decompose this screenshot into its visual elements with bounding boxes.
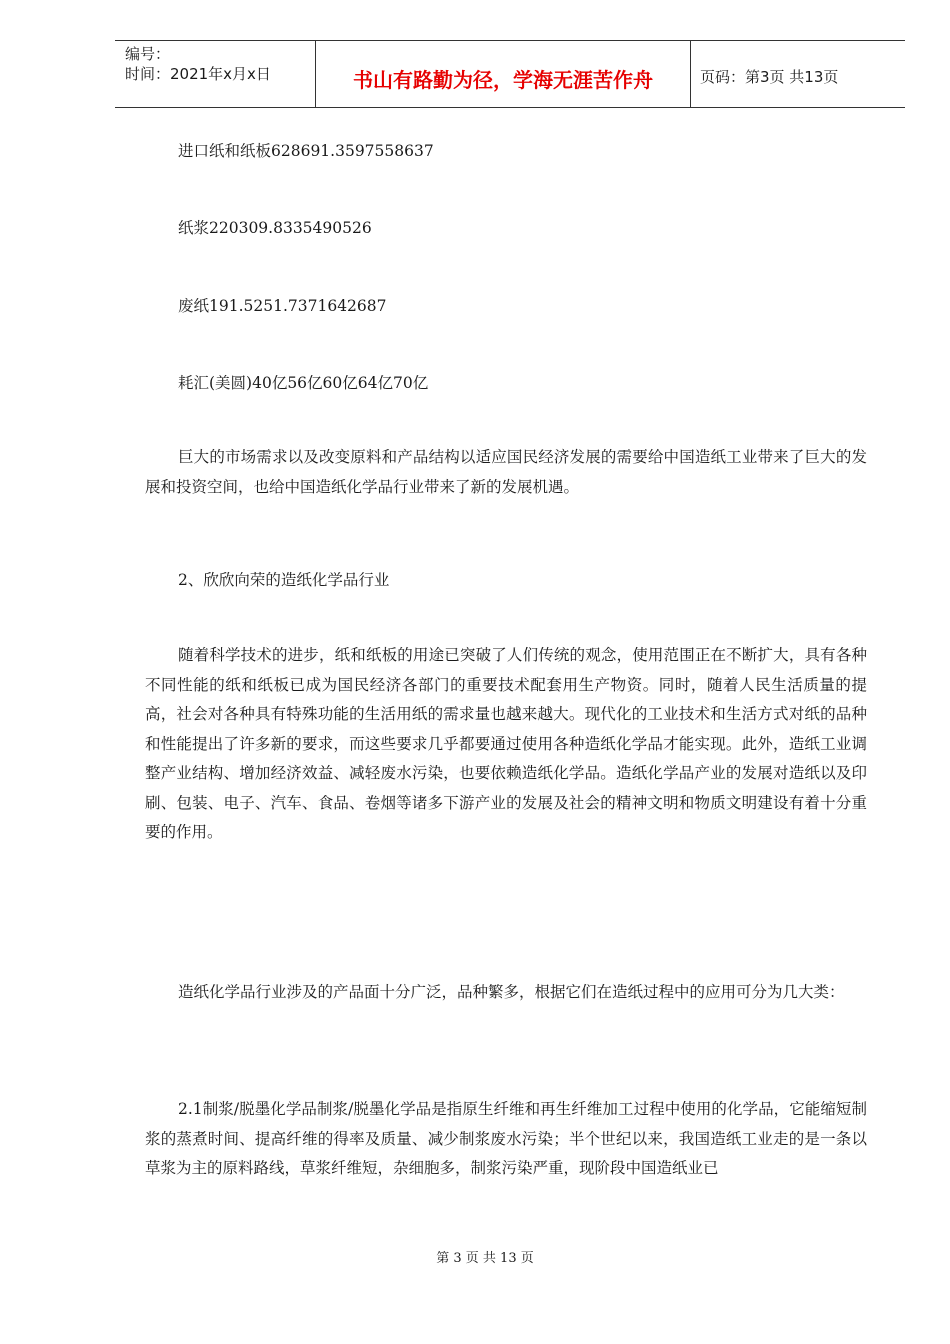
header-motto-cell	[315, 41, 691, 107]
paragraph-categories: 造纸化学品行业涉及的产品面十分广泛，品种繁多，根据它们在造纸过程中的应用可分为几大类：	[178, 983, 845, 1001]
page-info: 页码：第3页 共13页	[700, 68, 839, 86]
section-heading: 2、欣欣向荣的造纸化学品行业	[178, 571, 390, 589]
pulp-line: 纸浆220309.8335490526	[178, 219, 372, 237]
paragraph-market-demand: 巨大的市场需求以及改变原料和产品结构以适应国民经济发展的需要给中国造纸工业带来了巨大的发展和投资空间，也给中国造纸化学品行业带来了新的发展机遇。	[145, 448, 867, 496]
paragraph-pulping-chemicals: 2.1制浆/脱墨化学品制浆/脱墨化学品是指原生纤维和再生纤维加工过程中使用的化学品，它能缩短制浆的蒸煮时间、提高纤维的得率及质量、减少制浆废水污染；半个世纪以来，我国造纸工业走的是一条以草浆为主的原料路线，草浆纤维短，杂细胞多，制浆污染严重，现阶段中国造纸业已	[145, 1100, 867, 1177]
time-label: 时间：2021年x月x日	[125, 65, 271, 83]
page-header	[115, 40, 905, 108]
forex-line: 耗汇(美圆)40亿56亿60亿64亿70亿	[178, 374, 429, 392]
page-footer: 第 3 页 共 13 页	[436, 1251, 534, 1266]
import-paper-line: 进口纸和纸板628691.3597558637	[178, 142, 434, 160]
header-meta	[115, 41, 315, 107]
waste-paper-line: 废纸191.5251.7371642687	[178, 297, 387, 315]
number-label: 编号：	[125, 45, 171, 63]
paragraph-technology: 随着科学技术的进步，纸和纸板的用途已突破了人们传统的观念，使用范围正在不断扩大，具有各种不同性能的纸和纸板已成为国民经济各部门的重要技术配套用生产物资。同时，随着人民生活质量的提高，社会对各种具有特殊功能的生活用纸的需求量也越来越大。现代化的工业技术和生活方式对纸的品种和性能提出了许多新的要求，而这些要求几乎都要通过使用各种造纸化学品才能实现。此外，造纸工业调整产业结构、增加经济效益、减轻废水污染，也要依赖造纸化学品。造纸化学品产业的发展对造纸以及印刷、包装、电子、汽车、食品、卷烟等诸多下游产业的发展及社会的精神文明和物质文明建设有着十分重要的作用。	[145, 646, 867, 841]
motto: 书山有路勤为径，学海无涯苦作舟	[353, 68, 653, 92]
header-page-cell	[690, 41, 905, 107]
